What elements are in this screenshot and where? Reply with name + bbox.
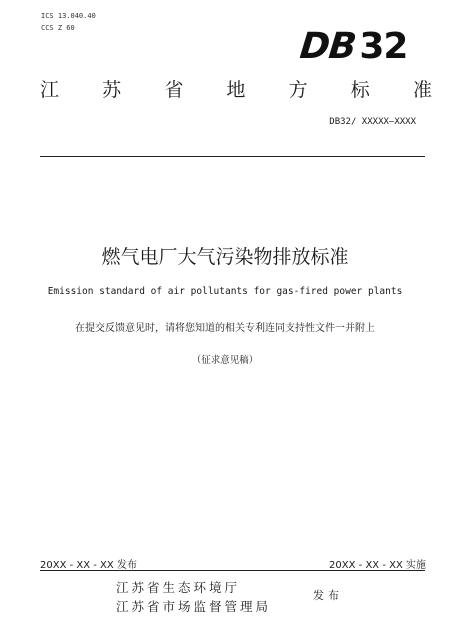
issue-date: 20XX - XX - XX 发布 [40, 560, 137, 571]
publish-label: 发布 [313, 589, 343, 602]
logo-number: 32 [359, 26, 408, 67]
issuer-name: 江苏省生态环境厅 [116, 580, 241, 595]
db32-logo [297, 26, 408, 67]
org-char: 省 [164, 79, 184, 101]
top-divider [40, 156, 425, 157]
feedback-note: 在提交反馈意见时，请将您知道的相关专利连同支持性文件一并附上 [75, 323, 375, 334]
standard-number: DB32/ XXXXX—XXXX [329, 117, 416, 127]
issuer-name: 江苏省市场监督管理局 [116, 599, 272, 614]
org-char: 方 [288, 79, 308, 101]
org-char: 苏 [102, 79, 122, 101]
implement-date: 20XX - XX - XX 实施 [329, 560, 426, 571]
document-title-en: Emission standard of air pollutants for gas-fired power plants [47, 286, 403, 297]
draft-label: （征求意见稿） [191, 355, 259, 366]
org-char: 标 [350, 79, 370, 101]
org-char: 准 [412, 79, 432, 101]
org-char: 江 [40, 79, 60, 101]
classification-codes [41, 10, 96, 34]
standard-type-heading [40, 78, 432, 102]
logo-letters: DB [297, 26, 358, 67]
bottom-divider [40, 570, 425, 571]
ccs-code: CCS Z 60 [41, 24, 75, 32]
document-title-cn: 燃气电厂大气污染物排放标准 [101, 246, 349, 268]
ics-code: ICS 13.040.40 [41, 12, 96, 20]
org-char: 地 [226, 79, 246, 101]
